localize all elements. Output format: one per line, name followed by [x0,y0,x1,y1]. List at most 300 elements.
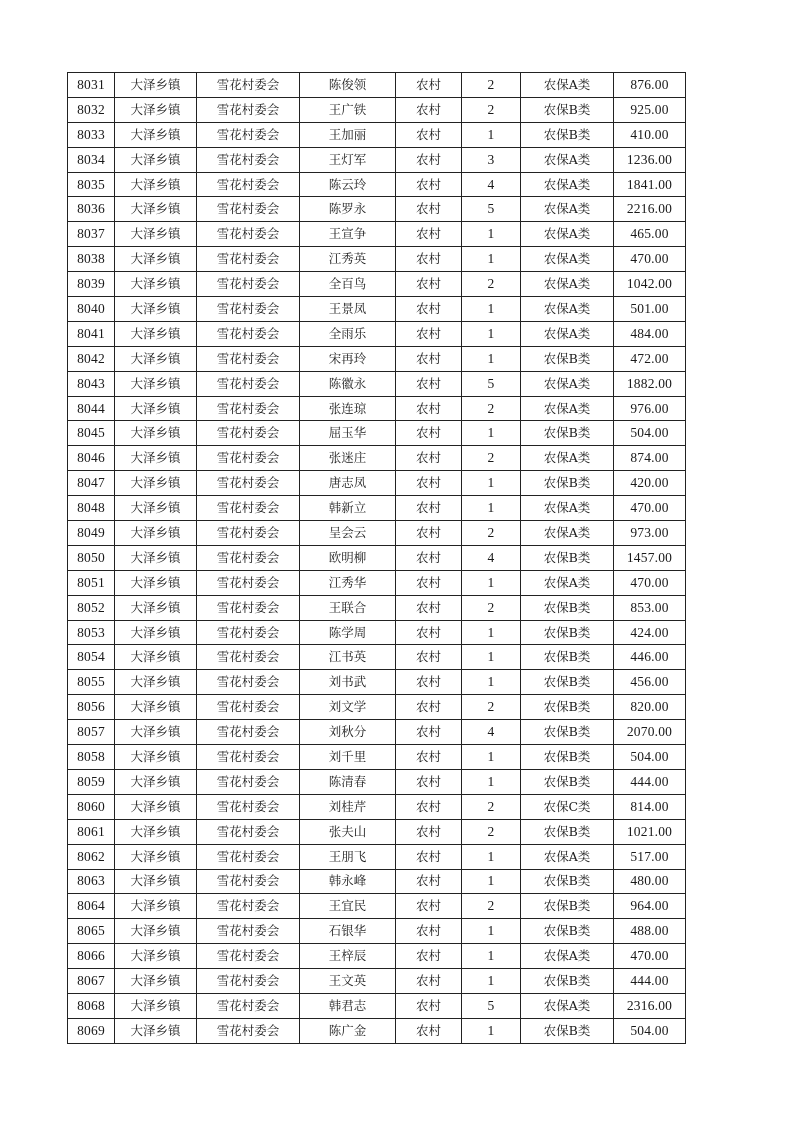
cell-village: 雪花村委会 [197,894,300,919]
cell-category: 农保B类 [521,869,614,894]
cell-id: 8036 [68,197,115,222]
cell-amount: 470.00 [614,496,686,521]
cell-person-count: 2 [462,73,521,98]
cell-amount: 480.00 [614,869,686,894]
table-row [68,844,686,869]
cell-person-count: 1 [462,645,521,670]
cell-person-count: 4 [462,545,521,570]
cell-id: 8052 [68,595,115,620]
cell-category: 农保B类 [521,122,614,147]
cell-household-type: 农村 [396,944,462,969]
cell-village: 雪花村委会 [197,620,300,645]
table-row [68,919,686,944]
cell-village: 雪花村委会 [197,570,300,595]
cell-household-type: 农村 [396,769,462,794]
cell-name: 陈徽永 [300,371,396,396]
cell-person-count: 4 [462,720,521,745]
cell-village: 雪花村委会 [197,272,300,297]
cell-amount: 465.00 [614,222,686,247]
table-row [68,620,686,645]
cell-category: 农保B类 [521,595,614,620]
cell-household-type: 农村 [396,446,462,471]
cell-amount: 1021.00 [614,819,686,844]
table-row [68,819,686,844]
cell-village: 雪花村委会 [197,745,300,770]
cell-name: 韩永峰 [300,869,396,894]
cell-town: 大泽乡镇 [115,421,197,446]
cell-name: 韩新立 [300,496,396,521]
cell-household-type: 农村 [396,645,462,670]
cell-household-type: 农村 [396,272,462,297]
cell-amount: 1236.00 [614,147,686,172]
cell-household-type: 农村 [396,147,462,172]
cell-id: 8047 [68,471,115,496]
cell-category: 农保A类 [521,272,614,297]
cell-household-type: 农村 [396,869,462,894]
cell-village: 雪花村委会 [197,595,300,620]
table-row [68,695,686,720]
cell-person-count: 2 [462,894,521,919]
cell-name: 陈云玲 [300,172,396,197]
table-row [68,172,686,197]
cell-person-count: 1 [462,969,521,994]
table-row [68,645,686,670]
table-row [68,869,686,894]
cell-category: 农保B类 [521,969,614,994]
cell-household-type: 农村 [396,371,462,396]
cell-category: 农保B类 [521,620,614,645]
cell-household-type: 农村 [396,321,462,346]
cell-id: 8033 [68,122,115,147]
table-body [68,73,686,1044]
table-row [68,122,686,147]
cell-household-type: 农村 [396,496,462,521]
cell-village: 雪花村委会 [197,247,300,272]
cell-name: 全百鸟 [300,272,396,297]
cell-person-count: 1 [462,570,521,595]
cell-household-type: 农村 [396,197,462,222]
cell-village: 雪花村委会 [197,496,300,521]
cell-id: 8054 [68,645,115,670]
cell-id: 8039 [68,272,115,297]
cell-category: 农保A类 [521,247,614,272]
cell-amount: 1042.00 [614,272,686,297]
cell-id: 8035 [68,172,115,197]
cell-person-count: 1 [462,844,521,869]
cell-town: 大泽乡镇 [115,321,197,346]
cell-category: 农保B类 [521,670,614,695]
cell-town: 大泽乡镇 [115,396,197,421]
cell-person-count: 1 [462,247,521,272]
table-row [68,147,686,172]
cell-id: 8046 [68,446,115,471]
cell-person-count: 3 [462,147,521,172]
cell-category: 农保B类 [521,919,614,944]
cell-name: 王联合 [300,595,396,620]
cell-person-count: 1 [462,620,521,645]
cell-person-count: 5 [462,197,521,222]
cell-category: 农保A类 [521,496,614,521]
cell-household-type: 农村 [396,894,462,919]
cell-name: 王灯军 [300,147,396,172]
cell-name: 唐志凤 [300,471,396,496]
cell-village: 雪花村委会 [197,819,300,844]
cell-town: 大泽乡镇 [115,720,197,745]
cell-amount: 410.00 [614,122,686,147]
cell-id: 8063 [68,869,115,894]
cell-town: 大泽乡镇 [115,670,197,695]
cell-person-count: 1 [462,297,521,322]
cell-amount: 420.00 [614,471,686,496]
cell-name: 王文英 [300,969,396,994]
cell-household-type: 农村 [396,396,462,421]
table-row [68,197,686,222]
cell-household-type: 农村 [396,919,462,944]
cell-town: 大泽乡镇 [115,73,197,98]
cell-id: 8064 [68,894,115,919]
cell-household-type: 农村 [396,172,462,197]
cell-id: 8037 [68,222,115,247]
cell-name: 宋再玲 [300,346,396,371]
cell-category: 农保A类 [521,321,614,346]
cell-town: 大泽乡镇 [115,695,197,720]
cell-id: 8051 [68,570,115,595]
cell-town: 大泽乡镇 [115,371,197,396]
cell-category: 农保B类 [521,645,614,670]
cell-town: 大泽乡镇 [115,620,197,645]
cell-household-type: 农村 [396,819,462,844]
cell-category: 农保B类 [521,1018,614,1043]
cell-id: 8055 [68,670,115,695]
cell-name: 刘千里 [300,745,396,770]
cell-household-type: 农村 [396,471,462,496]
cell-amount: 874.00 [614,446,686,471]
cell-name: 陈学周 [300,620,396,645]
cell-category: 农保A类 [521,944,614,969]
cell-town: 大泽乡镇 [115,794,197,819]
table-row [68,421,686,446]
cell-household-type: 农村 [396,346,462,371]
cell-id: 8059 [68,769,115,794]
cell-town: 大泽乡镇 [115,471,197,496]
cell-name: 陈罗永 [300,197,396,222]
cell-id: 8058 [68,745,115,770]
cell-village: 雪花村委会 [197,73,300,98]
table-row [68,297,686,322]
cell-village: 雪花村委会 [197,794,300,819]
cell-id: 8065 [68,919,115,944]
cell-person-count: 2 [462,521,521,546]
cell-village: 雪花村委会 [197,969,300,994]
cell-household-type: 农村 [396,421,462,446]
cell-id: 8049 [68,521,115,546]
cell-village: 雪花村委会 [197,147,300,172]
cell-person-count: 2 [462,794,521,819]
cell-name: 王宜民 [300,894,396,919]
cell-id: 8068 [68,993,115,1018]
cell-category: 农保A类 [521,222,614,247]
cell-category: 农保B类 [521,819,614,844]
cell-id: 8048 [68,496,115,521]
cell-amount: 814.00 [614,794,686,819]
table-row [68,794,686,819]
cell-village: 雪花村委会 [197,471,300,496]
cell-name: 屈玉华 [300,421,396,446]
cell-household-type: 农村 [396,97,462,122]
cell-person-count: 1 [462,122,521,147]
cell-town: 大泽乡镇 [115,869,197,894]
cell-village: 雪花村委会 [197,371,300,396]
cell-name: 张连琼 [300,396,396,421]
cell-id: 8043 [68,371,115,396]
cell-person-count: 1 [462,1018,521,1043]
cell-category: 农保B类 [521,421,614,446]
table-row [68,944,686,969]
cell-amount: 973.00 [614,521,686,546]
cell-name: 石银华 [300,919,396,944]
cell-person-count: 1 [462,321,521,346]
cell-town: 大泽乡镇 [115,645,197,670]
cell-name: 江书英 [300,645,396,670]
cell-name: 刘秋分 [300,720,396,745]
cell-amount: 444.00 [614,969,686,994]
cell-town: 大泽乡镇 [115,919,197,944]
cell-id: 8041 [68,321,115,346]
cell-person-count: 1 [462,919,521,944]
cell-village: 雪花村委会 [197,720,300,745]
cell-town: 大泽乡镇 [115,297,197,322]
cell-town: 大泽乡镇 [115,894,197,919]
cell-village: 雪花村委会 [197,545,300,570]
cell-amount: 1841.00 [614,172,686,197]
cell-town: 大泽乡镇 [115,993,197,1018]
cell-name: 江秀华 [300,570,396,595]
table-row [68,471,686,496]
cell-village: 雪花村委会 [197,197,300,222]
cell-name: 张夫山 [300,819,396,844]
cell-household-type: 农村 [396,745,462,770]
table-row [68,446,686,471]
cell-person-count: 2 [462,446,521,471]
cell-town: 大泽乡镇 [115,819,197,844]
cell-category: 农保A类 [521,570,614,595]
cell-category: 农保A类 [521,371,614,396]
cell-category: 农保A类 [521,844,614,869]
cell-category: 农保B类 [521,769,614,794]
cell-amount: 964.00 [614,894,686,919]
cell-name: 王广铁 [300,97,396,122]
table-row [68,321,686,346]
relief-roster-table [67,72,686,1044]
table-row [68,222,686,247]
cell-town: 大泽乡镇 [115,197,197,222]
cell-name: 王朋飞 [300,844,396,869]
cell-household-type: 农村 [396,993,462,1018]
table-row [68,1018,686,1043]
table-row [68,993,686,1018]
cell-person-count: 2 [462,595,521,620]
table-row [68,745,686,770]
cell-id: 8060 [68,794,115,819]
cell-household-type: 农村 [396,844,462,869]
cell-household-type: 农村 [396,969,462,994]
cell-person-count: 1 [462,944,521,969]
cell-name: 刘桂芹 [300,794,396,819]
cell-amount: 470.00 [614,944,686,969]
cell-person-count: 2 [462,97,521,122]
cell-id: 8066 [68,944,115,969]
cell-amount: 2216.00 [614,197,686,222]
cell-person-count: 4 [462,172,521,197]
cell-household-type: 农村 [396,222,462,247]
cell-household-type: 农村 [396,720,462,745]
cell-household-type: 农村 [396,670,462,695]
table-row [68,969,686,994]
cell-amount: 472.00 [614,346,686,371]
cell-town: 大泽乡镇 [115,545,197,570]
cell-amount: 424.00 [614,620,686,645]
cell-amount: 2316.00 [614,993,686,1018]
table-row [68,894,686,919]
cell-id: 8034 [68,147,115,172]
table-row [68,769,686,794]
cell-town: 大泽乡镇 [115,595,197,620]
cell-amount: 501.00 [614,297,686,322]
cell-town: 大泽乡镇 [115,769,197,794]
cell-amount: 444.00 [614,769,686,794]
cell-name: 欧明柳 [300,545,396,570]
cell-town: 大泽乡镇 [115,570,197,595]
cell-person-count: 1 [462,222,521,247]
cell-household-type: 农村 [396,570,462,595]
cell-town: 大泽乡镇 [115,1018,197,1043]
cell-category: 农保A类 [521,446,614,471]
cell-village: 雪花村委会 [197,1018,300,1043]
table-row [68,521,686,546]
cell-id: 8053 [68,620,115,645]
cell-household-type: 农村 [396,247,462,272]
cell-village: 雪花村委会 [197,993,300,1018]
table-row [68,97,686,122]
cell-name: 王宣争 [300,222,396,247]
cell-category: 农保B类 [521,97,614,122]
cell-category: 农保C类 [521,794,614,819]
cell-town: 大泽乡镇 [115,172,197,197]
cell-amount: 504.00 [614,1018,686,1043]
cell-village: 雪花村委会 [197,521,300,546]
cell-name: 王梓辰 [300,944,396,969]
cell-amount: 488.00 [614,919,686,944]
cell-household-type: 农村 [396,122,462,147]
cell-village: 雪花村委会 [197,670,300,695]
cell-town: 大泽乡镇 [115,745,197,770]
cell-person-count: 1 [462,769,521,794]
cell-village: 雪花村委会 [197,421,300,446]
cell-category: 农保B类 [521,346,614,371]
cell-id: 8056 [68,695,115,720]
cell-id: 8062 [68,844,115,869]
cell-category: 农保A类 [521,172,614,197]
cell-category: 农保A类 [521,993,614,1018]
cell-household-type: 农村 [396,620,462,645]
cell-id: 8031 [68,73,115,98]
cell-person-count: 5 [462,993,521,1018]
cell-village: 雪花村委会 [197,944,300,969]
cell-id: 8044 [68,396,115,421]
cell-person-count: 5 [462,371,521,396]
cell-town: 大泽乡镇 [115,122,197,147]
cell-name: 王加丽 [300,122,396,147]
cell-amount: 504.00 [614,421,686,446]
cell-household-type: 农村 [396,73,462,98]
cell-person-count: 2 [462,819,521,844]
cell-village: 雪花村委会 [197,122,300,147]
table-row [68,396,686,421]
cell-village: 雪花村委会 [197,297,300,322]
cell-id: 8050 [68,545,115,570]
cell-id: 8038 [68,247,115,272]
cell-category: 农保B类 [521,720,614,745]
table-row [68,272,686,297]
cell-amount: 876.00 [614,73,686,98]
table-row [68,496,686,521]
cell-household-type: 农村 [396,695,462,720]
cell-village: 雪花村委会 [197,97,300,122]
cell-amount: 2070.00 [614,720,686,745]
cell-village: 雪花村委会 [197,919,300,944]
cell-town: 大泽乡镇 [115,272,197,297]
cell-category: 农保B类 [521,545,614,570]
cell-amount: 925.00 [614,97,686,122]
cell-person-count: 1 [462,471,521,496]
cell-id: 8067 [68,969,115,994]
cell-person-count: 2 [462,272,521,297]
cell-town: 大泽乡镇 [115,446,197,471]
cell-amount: 446.00 [614,645,686,670]
table-row [68,570,686,595]
cell-name: 陈清春 [300,769,396,794]
cell-category: 农保B类 [521,745,614,770]
cell-person-count: 2 [462,695,521,720]
cell-person-count: 1 [462,421,521,446]
cell-town: 大泽乡镇 [115,97,197,122]
table-row [68,670,686,695]
cell-amount: 976.00 [614,396,686,421]
cell-id: 8042 [68,346,115,371]
cell-person-count: 1 [462,670,521,695]
cell-town: 大泽乡镇 [115,521,197,546]
cell-village: 雪花村委会 [197,172,300,197]
cell-town: 大泽乡镇 [115,844,197,869]
cell-household-type: 农村 [396,595,462,620]
cell-id: 8069 [68,1018,115,1043]
cell-household-type: 农村 [396,521,462,546]
cell-amount: 470.00 [614,570,686,595]
cell-id: 8032 [68,97,115,122]
cell-person-count: 1 [462,346,521,371]
cell-category: 农保A类 [521,147,614,172]
cell-name: 王景凤 [300,297,396,322]
cell-name: 刘书武 [300,670,396,695]
cell-name: 全雨乐 [300,321,396,346]
cell-amount: 517.00 [614,844,686,869]
cell-category: 农保A类 [521,521,614,546]
cell-category: 农保A类 [521,197,614,222]
cell-village: 雪花村委会 [197,446,300,471]
cell-amount: 504.00 [614,745,686,770]
cell-household-type: 农村 [396,794,462,819]
cell-village: 雪花村委会 [197,695,300,720]
